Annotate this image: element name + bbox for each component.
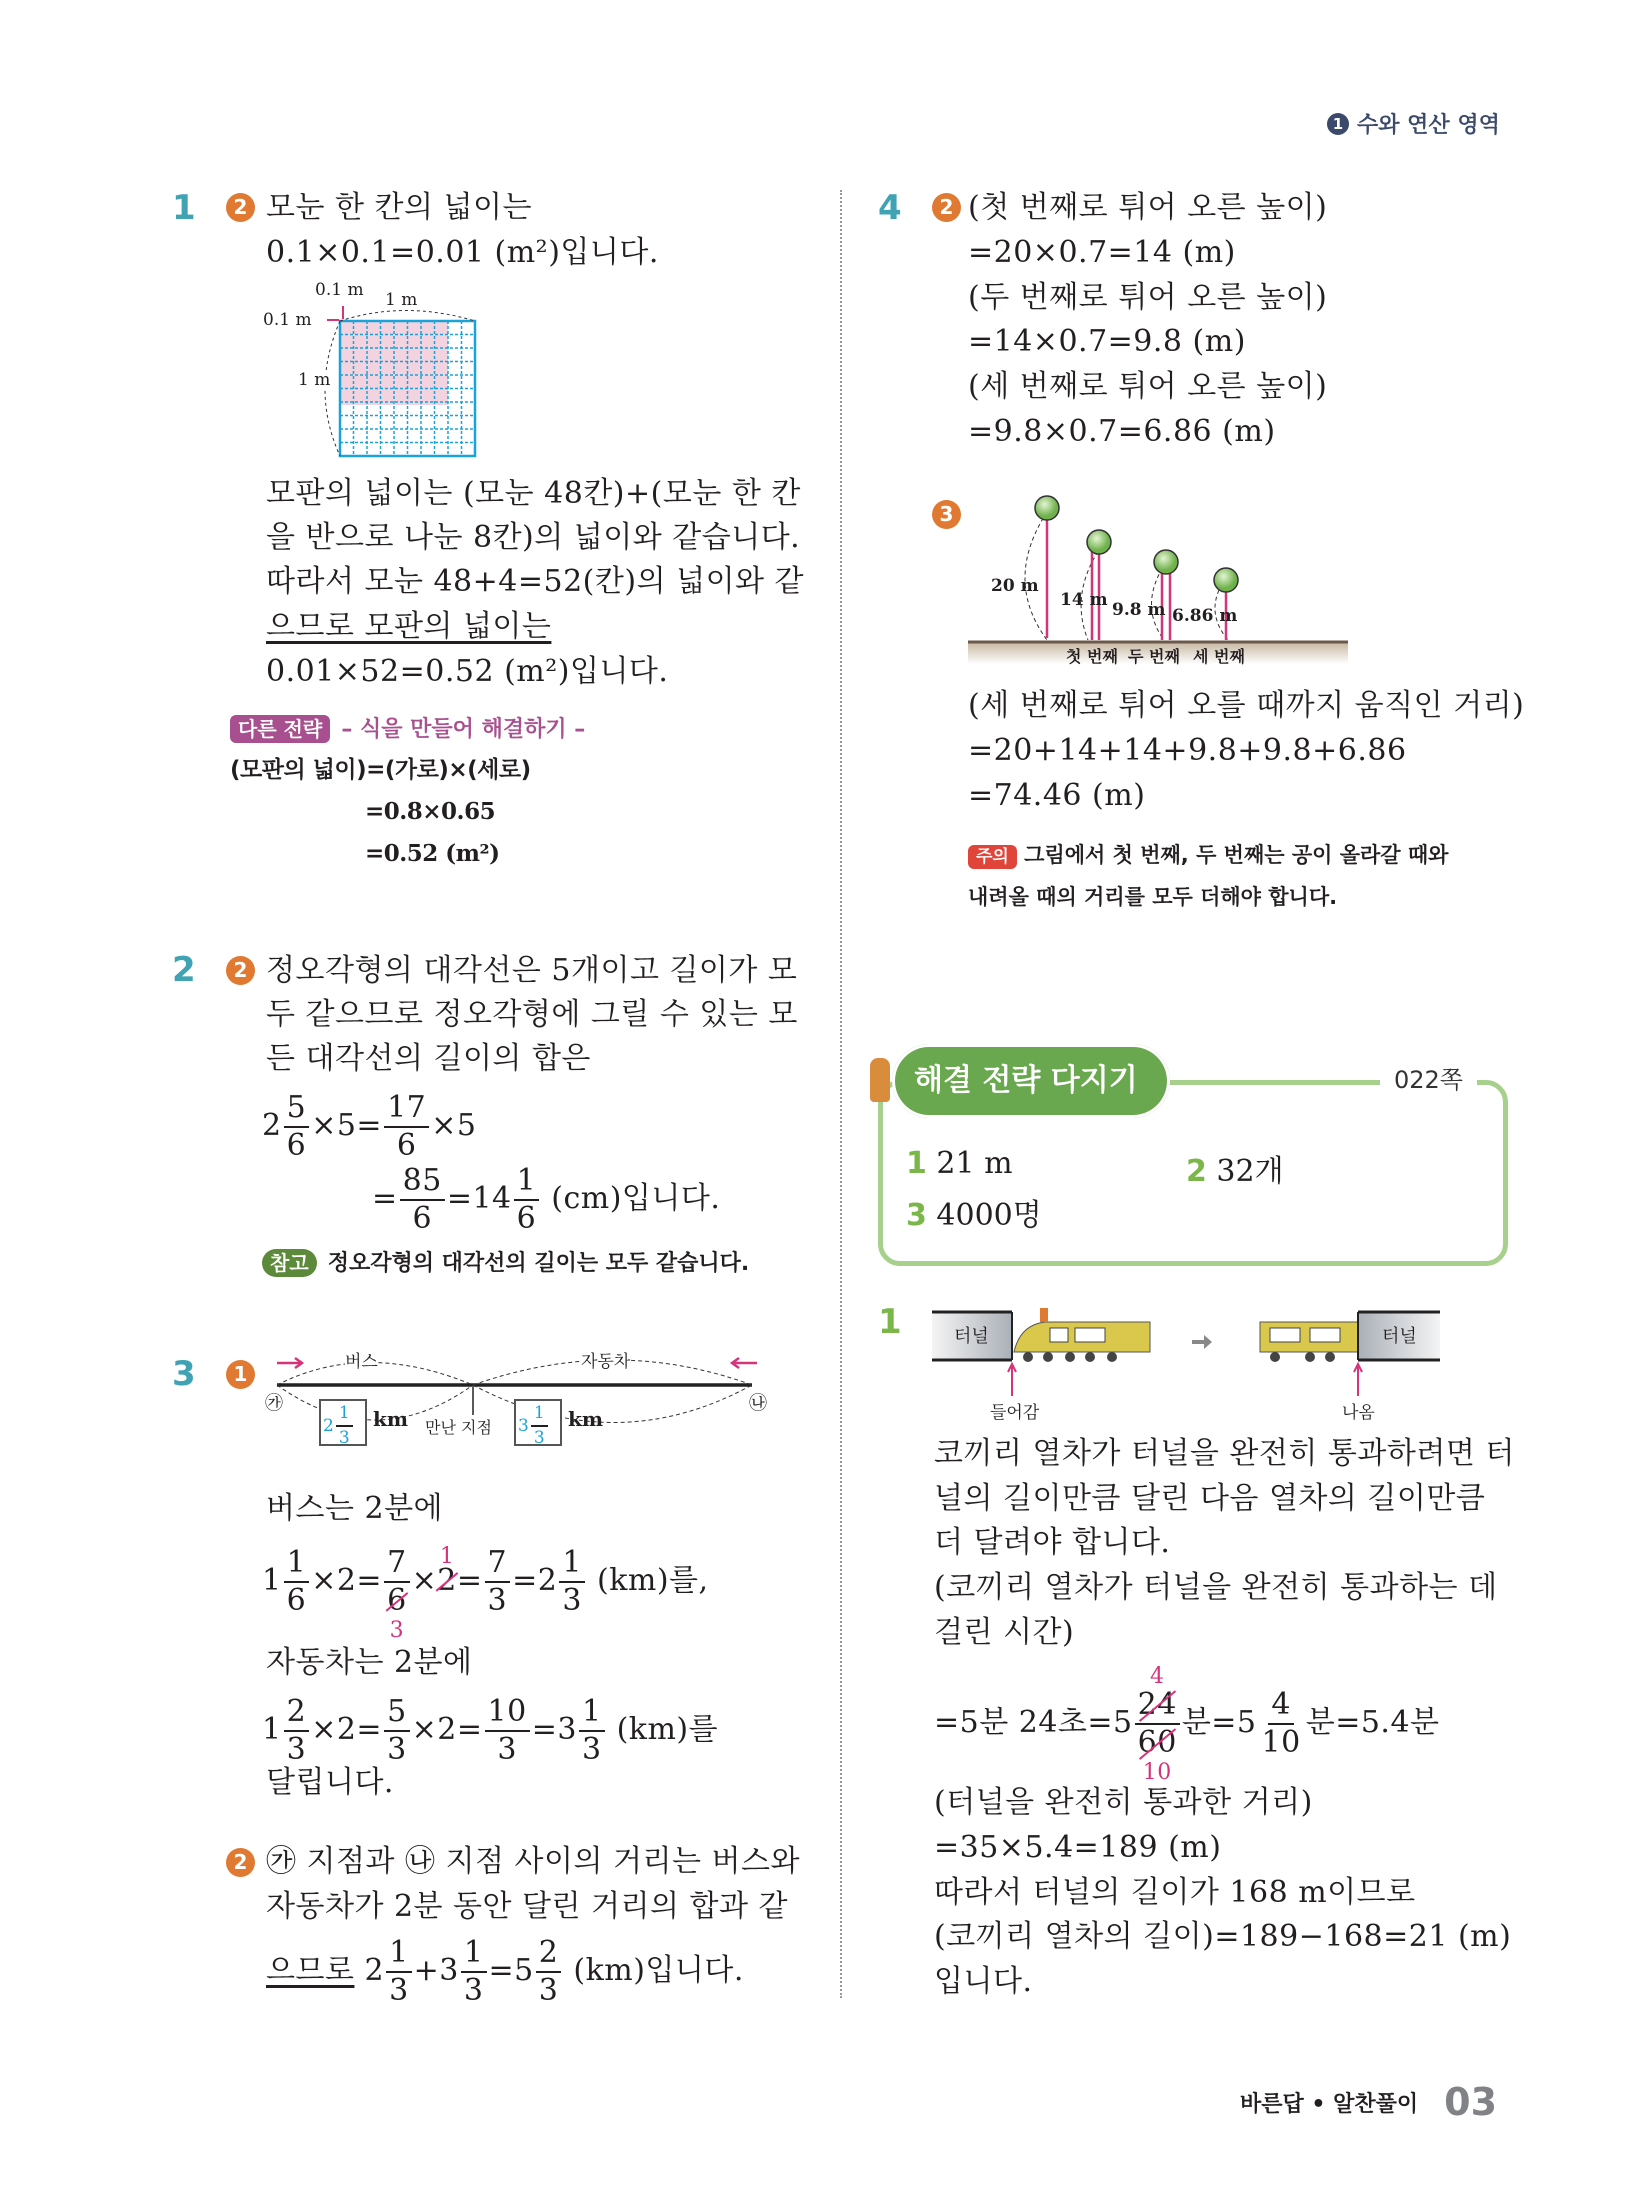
number: 7: [387, 1545, 407, 1580]
denominator: [579, 1732, 605, 1765]
alt-line: (모판의 넓이)=(가로)×(세로): [230, 757, 531, 783]
note-text: 정오각형의 대각선의 길이는 모두 같습니다.: [327, 1251, 750, 1276]
text-line: 더 달려야 합니다.: [934, 1525, 1171, 1560]
denominator: [1259, 1725, 1304, 1758]
equation: [372, 1163, 721, 1236]
number: 17: [387, 1090, 427, 1125]
answer-number: 2: [1186, 1154, 1207, 1189]
whole-number: 1: [262, 1712, 282, 1747]
text-line: (터널을 완전히 통과한 거리): [934, 1785, 1313, 1820]
car-label: 자동차: [581, 1347, 630, 1372]
math-text: ×2=: [311, 1563, 383, 1598]
text-line: 든 대각선의 길이의 합은: [266, 1041, 591, 1076]
numerator: [531, 1405, 548, 1427]
math-text: =: [372, 1181, 398, 1216]
math-text: (km)를,: [586, 1563, 709, 1598]
footer: [1240, 2080, 1497, 2124]
math-text: ×5: [431, 1108, 477, 1143]
number: 5: [387, 1694, 407, 1729]
math-text: ×5=: [311, 1108, 383, 1143]
text-line: 으므로 모판의 넓이는: [266, 609, 552, 644]
alt-strategy-badge: 다른 전략: [230, 715, 330, 743]
number: 3: [562, 1583, 582, 1618]
enter-label: 들어감: [990, 1403, 1040, 1423]
section-header: [1327, 108, 1500, 139]
number: 6: [412, 1201, 433, 1236]
fraction-term: [459, 1935, 489, 2008]
equation: [262, 1090, 477, 1163]
bounce-label: 첫 번째: [1066, 647, 1118, 666]
number: 2: [286, 1694, 307, 1729]
mascot-icon: [870, 1058, 890, 1102]
warning-text: 내려올 때의 거리를 모두 더해야 합니다.: [968, 885, 1338, 909]
fraction: [384, 1090, 429, 1163]
bounce-label: 두 번째: [1128, 647, 1180, 666]
fraction: [579, 1694, 605, 1767]
text-line: 따라서 터널의 길이가 168 m이므로: [934, 1875, 1416, 1910]
alt-strategy-title: – 식을 만들어 해결하기 –: [341, 717, 586, 742]
math-text: 분=5.4분: [1305, 1705, 1440, 1740]
number: 2: [538, 1935, 559, 1970]
denominator: [284, 1583, 310, 1616]
number: 3: [533, 1428, 545, 1448]
text-line: 을 반으로 나눈 8칸)의 넓이와 같습니다.: [266, 520, 801, 555]
warning-text: 그림에서 첫 번째, 두 번째는 공이 올라갈 때와: [1024, 843, 1449, 867]
equation: [266, 1935, 744, 2008]
number: 1: [516, 1163, 537, 1198]
height-label: 20 m: [991, 576, 1039, 596]
denominator: [494, 1732, 520, 1765]
math-text: =2: [512, 1563, 558, 1598]
part-number: 3: [932, 500, 961, 529]
text-line: (두 번째로 튀어 오른 높이): [968, 280, 1328, 315]
section-number-badge: 1: [1327, 113, 1349, 135]
number: 6: [286, 1583, 307, 1618]
number: 1: [463, 1935, 484, 1970]
number: 1: [286, 1545, 307, 1580]
fraction: [485, 1694, 530, 1767]
text-line: 입니다.: [934, 1964, 1033, 1999]
cancel-annotation: 4: [1149, 1664, 1165, 1689]
start-point-label: ㉮: [265, 1393, 283, 1414]
answer-2: [1186, 1146, 1284, 1190]
whole-number: 2: [323, 1415, 334, 1436]
label-left: 1 m: [298, 370, 331, 390]
fraction-term: [384, 1935, 414, 2008]
numerator: [485, 1545, 511, 1583]
bounce-diagram: [968, 490, 1348, 675]
fraction: [284, 1090, 310, 1163]
height-label: 9.8 m: [1112, 600, 1166, 620]
numerator: [514, 1163, 540, 1201]
number: 3: [286, 1732, 307, 1767]
answer-3: [906, 1190, 1042, 1234]
tray-grid-illustration: [255, 280, 495, 465]
fraction-term: [382, 1694, 412, 1767]
fraction: [336, 1405, 353, 1447]
fraction: [461, 1935, 487, 2008]
fraction: [531, 1405, 548, 1447]
part-number: 2: [226, 193, 255, 222]
fraction: [384, 1694, 410, 1767]
text-line: 모눈 한 칸의 넓이는: [266, 190, 532, 225]
fraction-term: [262, 1694, 311, 1767]
column-divider: [840, 190, 842, 1998]
denominator: [559, 1583, 585, 1616]
text-line: 코끼리 열차가 터널을 완전히 통과하려면 터: [934, 1436, 1515, 1471]
equation: [262, 1544, 709, 1643]
answer-number: 3: [906, 1198, 927, 1233]
cancelled-number: 24 4: [1137, 1664, 1177, 1722]
fraction: [559, 1545, 585, 1618]
math-text: ×2=: [411, 1712, 483, 1747]
fraction-term: [1257, 1687, 1306, 1760]
fraction-term: [518, 1403, 550, 1448]
height-label: 6.86 m: [1172, 606, 1238, 626]
text-line: (코끼리 열차가 터널을 완전히 통과하는 데: [934, 1570, 1498, 1605]
math-text: =3: [531, 1712, 577, 1747]
denominator: [284, 1732, 310, 1765]
math-text: (km)입니다.: [563, 1953, 744, 1988]
fraction-term: [483, 1545, 513, 1618]
unit-label: km: [373, 1407, 409, 1431]
part-number: 2: [226, 1848, 255, 1877]
whole-number: 3: [518, 1415, 529, 1436]
cancel-annotation: 10: [1142, 1760, 1172, 1785]
text-line: =9.8×0.7=6.86 (m): [968, 414, 1276, 449]
numerator: [384, 1545, 410, 1583]
answer-value: 21 m: [936, 1146, 1013, 1181]
text-line: 달립니다.: [266, 1765, 394, 1800]
section-title: 수와 연산 영역: [1357, 113, 1500, 138]
denominator: [394, 1128, 420, 1161]
text-line: (첫 번째로 튀어 오른 높이): [968, 190, 1328, 225]
math-text: ×: [411, 1563, 438, 1598]
box1-value: [323, 1405, 355, 1447]
text-line: 널의 길이만큼 달린 다음 열차의 길이만큼: [934, 1481, 1486, 1516]
numerator: [1135, 1664, 1180, 1725]
number: 5: [286, 1090, 307, 1125]
text-line: 버스는 2분에: [266, 1491, 444, 1526]
meeting-point-label: 만난 지점: [425, 1418, 492, 1437]
number: 1: [338, 1403, 350, 1423]
math-text: (cm)입니다.: [541, 1181, 721, 1216]
fraction-term: [534, 1935, 564, 2008]
math-text: (km)를: [606, 1712, 719, 1747]
alt-strategy-header: [230, 712, 585, 743]
part-number: 1: [226, 1360, 255, 1389]
text-line: 자동차는 2분에: [266, 1645, 473, 1680]
fraction: [284, 1545, 310, 1618]
part-number: 2: [226, 956, 255, 985]
alt-line: =0.8×0.65: [365, 798, 496, 825]
fraction-term: [323, 1403, 355, 1448]
strategy-title: 해결 전략 다지기: [914, 1063, 1138, 1098]
fraction-term: [557, 1545, 587, 1618]
warning-note: [968, 834, 1448, 918]
grid-diagram: [255, 280, 495, 465]
number: 1: [581, 1694, 602, 1729]
whole-number: 2: [262, 1108, 282, 1143]
question-number: 3: [172, 1354, 196, 1394]
fraction: [386, 1935, 412, 2008]
denominator: [514, 1201, 540, 1234]
number: 1: [389, 1935, 409, 1970]
strategy-title-blob: [892, 1044, 1170, 1118]
text-line: =20×0.7=14 (m): [968, 235, 1236, 270]
cancelled-number: 60 10: [1137, 1725, 1177, 1785]
denominator: [531, 1427, 548, 1447]
text-line: =14×0.7=9.8 (m): [968, 324, 1246, 359]
text-line: 두 같으므로 정오각형에 그릴 수 있는 모: [266, 997, 798, 1032]
number: 3: [389, 1973, 409, 2008]
text-line: 0.01×52=0.52 (m²)입니다.: [266, 654, 669, 689]
number: 4: [1271, 1687, 1291, 1722]
fraction-term: [262, 1090, 311, 1163]
denominator: [485, 1583, 511, 1616]
tunnel-label: 터널: [954, 1326, 989, 1347]
number: 6: [516, 1201, 537, 1236]
math-text: =: [456, 1563, 483, 1598]
number: 10: [487, 1694, 527, 1729]
denominator: [284, 1128, 310, 1161]
numerator: [384, 1090, 429, 1128]
label-small-top: 0.1 m: [315, 280, 364, 300]
fraction: [284, 1694, 310, 1767]
text-line: =20+14+14+9.8+9.8+6.86: [968, 733, 1407, 768]
numerator: [536, 1935, 562, 1973]
numerator: [485, 1694, 530, 1732]
fraction: [485, 1545, 511, 1618]
note-badge: 참고: [262, 1249, 317, 1277]
text-line: 걸린 시간): [934, 1615, 1075, 1650]
answer-number: 1: [906, 1146, 927, 1181]
fraction: [400, 1163, 445, 1236]
fraction: [536, 1935, 562, 2008]
number: 1: [562, 1545, 582, 1580]
exit-label: 나옴: [1342, 1403, 1375, 1423]
cancel-annotation: 1: [439, 1544, 455, 1569]
tunnel-label: 터널: [1382, 1326, 1417, 1347]
question-number: 1: [878, 1302, 902, 1342]
numerator: [386, 1935, 412, 1973]
number: 3: [538, 1973, 559, 2008]
fraction: [384, 1545, 410, 1643]
text-line: =74.46 (m): [968, 778, 1146, 813]
equation: [934, 1664, 1440, 1785]
answer-1: [906, 1146, 1013, 1181]
text-line: (코끼리 열차의 길이)=189−168=21 (m): [934, 1919, 1512, 1954]
page-number: 03: [1444, 2080, 1498, 2124]
numerator: [400, 1163, 445, 1201]
text-line: 정오각형의 대각선은 5개이고 길이가 모: [266, 953, 798, 988]
box2-value: [518, 1405, 550, 1447]
number: 10: [1261, 1725, 1301, 1760]
end-point-label: ㉯: [749, 1393, 767, 1414]
numerator: [559, 1545, 585, 1583]
label-top: 1 m: [385, 290, 418, 310]
denominator: [384, 1583, 410, 1643]
equation: [262, 1694, 719, 1767]
numerator: [284, 1090, 310, 1128]
fraction: [1135, 1664, 1180, 1785]
text-line: =35×5.4=189 (m): [934, 1830, 1222, 1865]
fraction-term: [382, 1090, 431, 1163]
text-line: ㉮ 지점과 ㉯ 지점 사이의 거리는 버스와: [266, 1844, 800, 1879]
fraction-term: [1133, 1664, 1182, 1785]
tunnel-diagram: [930, 1300, 1480, 1425]
alt-line: =0.52 (m²): [365, 840, 500, 867]
strategy-page-ref: 022쪽: [1380, 1060, 1477, 1095]
math-text: =5: [488, 1953, 534, 1988]
numerator: [579, 1694, 605, 1732]
denominator: [1135, 1725, 1180, 1785]
fraction-term: [577, 1694, 607, 1767]
answer-value: 4000명: [936, 1198, 1042, 1233]
math-text: =14: [446, 1181, 512, 1216]
denominator: [336, 1427, 353, 1447]
bus-label: 버스: [345, 1347, 378, 1372]
question-number: 4: [878, 188, 902, 228]
denominator: [409, 1201, 435, 1234]
question-number: 1: [172, 188, 196, 228]
denominator: [536, 1973, 562, 2006]
number: 3: [487, 1583, 508, 1618]
number: 7: [487, 1545, 508, 1580]
math-text: 분=5: [1181, 1705, 1257, 1740]
text-line: 자동차가 2분 동안 달린 거리의 합과 같: [266, 1889, 789, 1924]
footer-label: 바른답 • 알찬풀이: [1240, 2091, 1419, 2117]
fraction: [1259, 1687, 1304, 1760]
whole-number: 1: [262, 1563, 282, 1598]
text-line: (세 번째로 튀어 오를 때까지 움직인 거리): [968, 688, 1525, 723]
fraction: [514, 1163, 540, 1236]
cancelled-number: 2 1: [437, 1561, 457, 1601]
label-small-left: 0.1 m: [263, 310, 312, 330]
numerator: [336, 1405, 353, 1427]
text-line: (세 번째로 튀어 오른 높이): [968, 369, 1328, 404]
number: 6: [286, 1128, 307, 1163]
text-line: 따라서 모눈 48+4=52(칸)의 넓이와 같: [266, 564, 805, 599]
number: 85: [402, 1163, 442, 1198]
answer-value: 32개: [1216, 1154, 1284, 1189]
cancelled-number: 6 3: [387, 1583, 407, 1643]
height-label: 14 m: [1060, 590, 1108, 610]
math-text: 2: [354, 1953, 385, 1988]
math-text: +3: [413, 1953, 459, 1988]
fraction-term: [483, 1694, 532, 1767]
fraction-term: [512, 1163, 542, 1236]
fraction-term: [398, 1163, 447, 1236]
denominator: [461, 1973, 487, 2006]
text-line: 0.1×0.1=0.01 (m²)입니다.: [266, 235, 659, 270]
warning-badge: 주의: [968, 845, 1017, 869]
numerator: [1268, 1687, 1294, 1725]
denominator: [384, 1732, 410, 1765]
number: 6: [396, 1128, 417, 1163]
numerator: [284, 1694, 310, 1732]
cancel-annotation: 3: [389, 1618, 405, 1643]
numerator: [461, 1935, 487, 1973]
math-text: ×2=: [311, 1712, 383, 1747]
text-line: 모판의 넓이는 (모눈 48칸)+(모눈 한 칸: [266, 476, 801, 511]
number: 1: [533, 1403, 545, 1423]
bounce-label: 세 번째: [1193, 647, 1245, 666]
numerator: [384, 1694, 410, 1732]
number: 3: [338, 1428, 350, 1448]
number: 3: [581, 1732, 602, 1767]
fraction-term: [382, 1545, 412, 1643]
math-text: =5분 24초=5: [934, 1705, 1133, 1740]
number: 3: [387, 1732, 407, 1767]
part-number: 2: [932, 193, 961, 222]
number: 3: [497, 1732, 517, 1767]
question-number: 2: [172, 950, 196, 990]
number: 으므로: [266, 1953, 355, 1988]
denominator: [386, 1973, 412, 2006]
number: 3: [463, 1973, 484, 2008]
fraction-term: [262, 1545, 311, 1618]
numerator: [284, 1545, 310, 1583]
distance-diagram: [265, 1345, 775, 1460]
unit-label: km: [568, 1407, 604, 1431]
note: [262, 1246, 749, 1277]
